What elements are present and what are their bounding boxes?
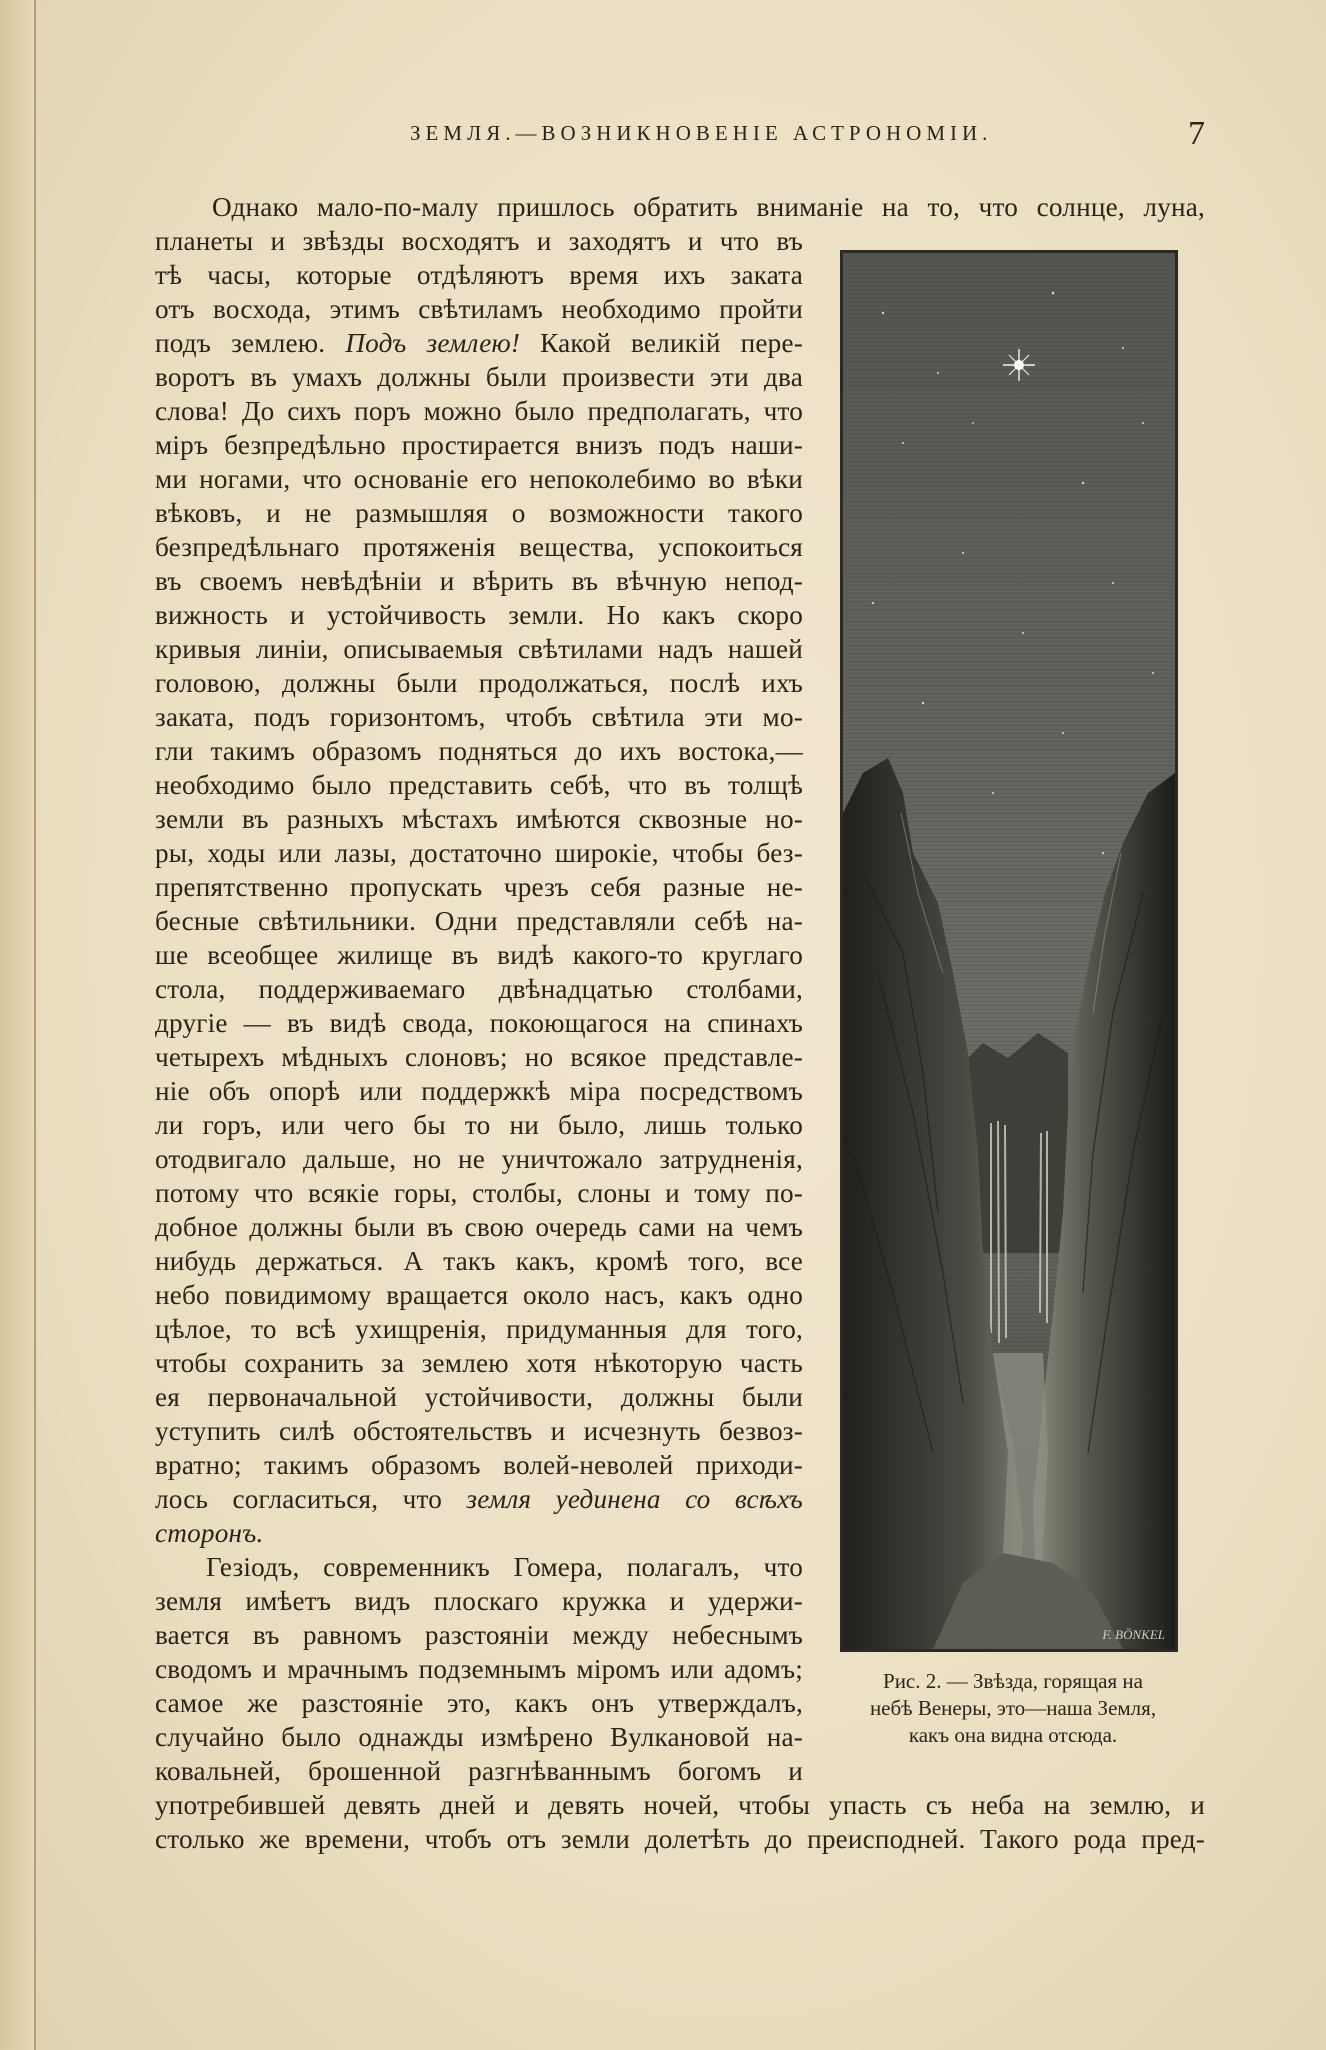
text-line: міръ безпредѣльно простирается внизъ подъ наши- <box>155 430 803 460</box>
text-line: случайно было однажды измѣрено Вулкановой на- <box>155 1722 803 1752</box>
text-line: Однако мало-по-малу пришлось обратить вниманіе на то, что солнце, луна, <box>212 192 1205 222</box>
text-line: употребившей девять дней и девять ночей, чтобы упасть съ неба на землю, и <box>155 1790 1205 1820</box>
page-gutter-edge <box>0 0 36 2050</box>
text-line: вается въ равномъ разстояніи между небеснымъ <box>155 1620 803 1650</box>
text-line: уступить силѣ обстоятельствъ и исчезнуть безвоз- <box>155 1416 803 1446</box>
text-line <box>155 326 803 360</box>
running-head <box>0 115 1326 155</box>
text-line: вратно; такимъ образомъ волей-неволей приходи- <box>155 1450 803 1480</box>
text-line: потому что всякіе горы, столбы, слоны и тому по- <box>155 1178 803 1208</box>
text-line: ея первоначальной устойчивости, должны были <box>155 1382 803 1412</box>
italic-phrase: земля уединена со всѣхъ <box>466 1484 803 1514</box>
text-line: цѣлое, то всѣ ухищренія, придуманныя для того, <box>155 1314 803 1344</box>
canyon-night-illustration <box>843 253 1175 1649</box>
text-line: препятственно пропускать чрезъ себя разные не- <box>155 872 803 902</box>
text-line: добное должны были въ свою очередь сами на чемъ <box>155 1212 803 1242</box>
text-line: ніе объ опорѣ или поддержкѣ міра посредствомъ <box>155 1076 803 1106</box>
running-head-title: ЗЕМЛЯ.—ВОЗНИКНОВЕНІЕ АСТРОНОМІИ. <box>410 121 993 145</box>
text-line: самое же разстояніе это, какъ онъ утверждалъ, <box>155 1688 803 1718</box>
text-line: ковальней, брошенной разгнѣваннымъ богомъ и <box>155 1756 803 1786</box>
text-line <box>155 1516 803 1550</box>
text-line: стола, поддерживаемаго двѣнадцатью столбами, <box>155 974 803 1004</box>
text-segment: подъ землею. <box>155 328 346 358</box>
figure-caption <box>828 1668 1198 1749</box>
text-line: кривыя линіи, описываемыя свѣтилами надъ нашей <box>155 634 803 664</box>
text-segment: лось согласиться, что <box>155 1484 467 1514</box>
page-number: 7 <box>1188 115 1205 152</box>
text-line: головою, должны были продолжаться, послѣ ихъ <box>155 668 803 698</box>
text-line: отъ восхода, этимъ свѣтиламъ необходимо пройти <box>155 294 803 324</box>
text-line: небо повидимому вращается около насъ, какъ одно <box>155 1280 803 1310</box>
text-line: другіе — въ видѣ свода, покоющагося на спинахъ <box>155 1008 803 1038</box>
text-line: чтобы сохранить за землею хотя нѣкоторую часть <box>155 1348 803 1378</box>
text-line: ры, ходы или лазы, достаточно широкіе, чтобы без- <box>155 838 803 868</box>
text-line: отодвигало дальше, но не уничтожало затрудненія, <box>155 1144 803 1174</box>
caption-line: Рис. 2. — Звѣзда, горящая на <box>883 1669 1143 1693</box>
text-line: гли такимъ образомъ подняться до ихъ востока,— <box>155 736 803 766</box>
text-line: ше всеобщее жилище въ видѣ какого-то круглаго <box>155 940 803 970</box>
text-line: нибудь держаться. А такъ какъ, кромѣ того, все <box>155 1246 803 1276</box>
text-line: сводомъ и мрачнымъ подземнымъ міромъ или адомъ; <box>155 1654 803 1684</box>
text-line: воротъ въ умахъ должны были произвести эти два <box>155 362 803 392</box>
text-line: земли въ разныхъ мѣстахъ имѣются сквозные но- <box>155 804 803 834</box>
text-line: слова! До сихъ поръ можно было предполагать, что <box>155 396 803 426</box>
text-line: безпредѣльнаго протяженія вещества, успокоиться <box>155 532 803 562</box>
text-line: вижность и устойчивость земли. Но какъ скоро <box>155 600 803 630</box>
text-line: столько же времени, чтобъ отъ земли долетѣть до преисподней. Такого рода пред- <box>155 1824 1205 1854</box>
engraver-signature: F. BÖNKEL <box>1102 1627 1165 1642</box>
caption-line: какъ она видна отсюда. <box>908 1723 1118 1747</box>
text-line: необходимо было представить себѣ, что въ толщѣ <box>155 770 803 800</box>
text-line: бесные свѣтильники. Одни представляли себѣ на- <box>155 906 803 936</box>
caption-line: небѣ Венеры, это—наша Земля, <box>869 1696 1157 1720</box>
italic-phrase: Подъ землею! <box>345 328 521 358</box>
text-line: тѣ часы, которые отдѣляютъ время ихъ заката <box>155 260 803 290</box>
text-line: земля имѣетъ видъ плоскаго кружка и удержи- <box>155 1586 803 1616</box>
text-line: планеты и звѣзды восходятъ и заходятъ и что въ <box>155 226 803 256</box>
text-line: ли горъ, или чего бы то ни было, лишь только <box>155 1110 803 1140</box>
text-line: въ своемъ невѣдѣніи и вѣрить въ вѣчную непод- <box>155 566 803 596</box>
text-segment: Какой великій пере- <box>520 328 803 358</box>
text-line: ми ногами, что основаніе его непоколебимо во вѣки <box>155 464 803 494</box>
text-line: заката, подъ горизонтомъ, чтобъ свѣтила эти мо- <box>155 702 803 732</box>
text-line: четырехъ мѣдныхъ слоновъ; но всякое представле- <box>155 1042 803 1072</box>
figure-engraving <box>840 250 1178 1652</box>
text-line <box>155 1482 803 1516</box>
text-line: вѣковъ, и не размышляя о возможности такого <box>155 498 803 528</box>
text-line: Гезіодъ, современникъ Гомера, полагалъ, что <box>206 1552 803 1582</box>
italic-phrase: сторонъ. <box>155 1518 264 1548</box>
